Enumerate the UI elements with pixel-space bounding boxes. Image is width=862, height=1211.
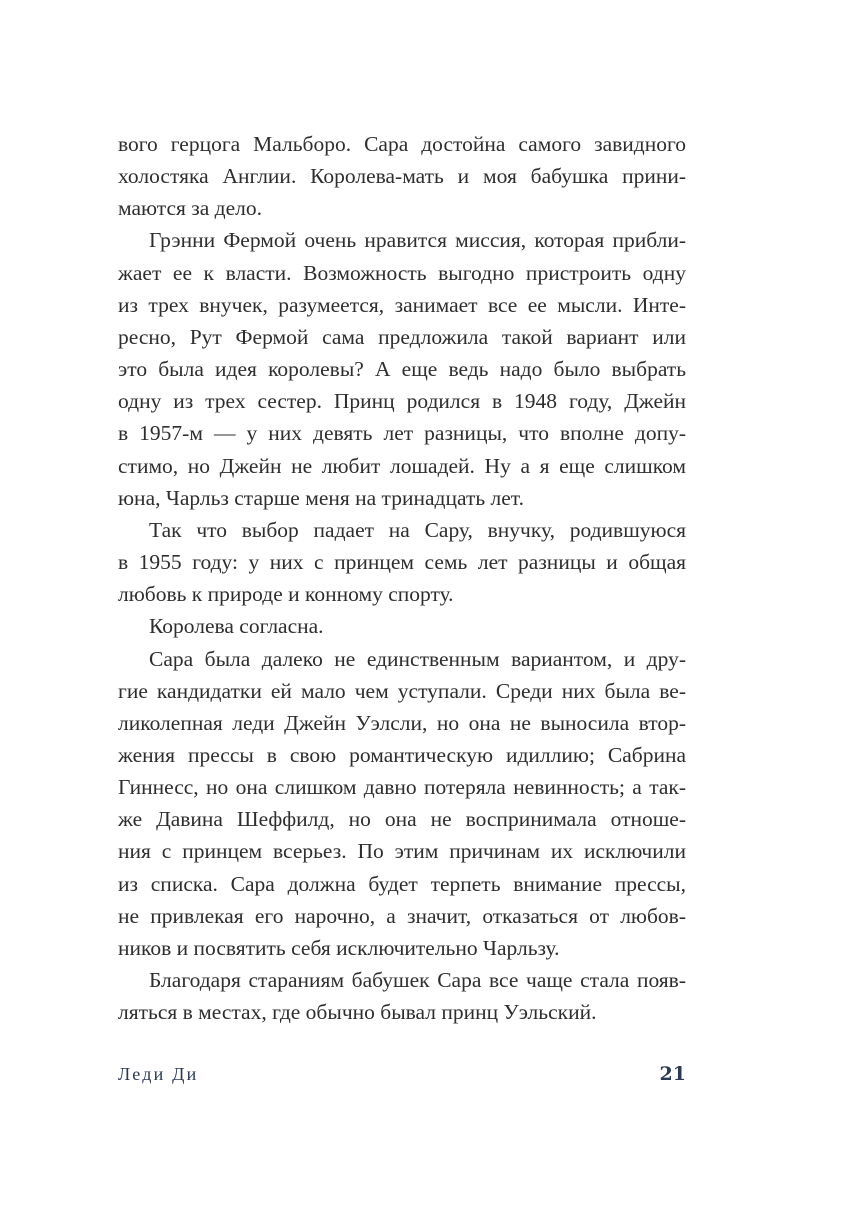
body-text bbox=[118, 128, 686, 1028]
paragraph-5 bbox=[118, 643, 686, 965]
text-line: же Давина Шеффилд, но она не воспринимала отноше- bbox=[118, 807, 686, 832]
text-line: Гиннесс, но она слишком давно потеряла невинность; а так- bbox=[118, 775, 686, 800]
paragraph-3 bbox=[118, 514, 686, 610]
text-line: Грэнни Фермой очень нравится миссия, которая прибли- bbox=[149, 228, 686, 253]
paragraph-6 bbox=[118, 964, 686, 1028]
text-line: ния с принцем всерьез. По этим причинам их исключили bbox=[118, 839, 686, 864]
text-line: в 1955 году: у них с принцем семь лет разницы и общая bbox=[118, 550, 686, 575]
text-line: любовь к природе и конному спорту. bbox=[118, 582, 454, 607]
text-line: холостяка Англии. Королева-мать и моя бабушка прини- bbox=[118, 164, 686, 189]
text-line: юна, Чарльз старше меня на тринадцать лет. bbox=[118, 485, 524, 510]
text-line: в 1957-м — у них девять лет разницы, что вполне допу- bbox=[118, 421, 686, 446]
text-line: Благодаря стараниям бабушек Сара все чаще стала появ- bbox=[149, 968, 686, 993]
text-line: стимо, но Джейн не любит лошадей. Ну а я еще слишком bbox=[118, 453, 686, 478]
text-line: одну из трех сестер. Принц родился в 1948 году, Джейн bbox=[118, 389, 686, 414]
text-line: из трех внучек, разумеется, занимает все ее мысли. Инте- bbox=[118, 292, 686, 317]
text-line: ляться в местах, где обычно бывал принц Уэльский. bbox=[118, 1000, 597, 1025]
text-line: не привлекая его нарочно, а значит, отказаться от любов- bbox=[118, 903, 686, 928]
text-line: Сара была далеко не единственным вариантом, и дру- bbox=[149, 646, 686, 671]
text-line: жает ее к власти. Возможность выгодно пристроить одну bbox=[118, 260, 686, 285]
running-head: Леди Ди bbox=[118, 1064, 199, 1084]
text-line: Королева согласна. bbox=[149, 614, 324, 639]
text-line: это была идея королевы? А еще ведь надо было выбрать bbox=[118, 357, 686, 382]
page-footer bbox=[118, 1064, 686, 1092]
text-line: вого герцога Мальборо. Сара достойна самого завидного bbox=[118, 132, 686, 156]
text-line: ресно, Рут Фермой сама предложила такой вариант или bbox=[118, 324, 686, 349]
text-line: жения прессы в свою романтическую идиллию; Сабрина bbox=[118, 742, 686, 767]
paragraph-4 bbox=[118, 610, 686, 642]
paragraph-1 bbox=[118, 128, 686, 224]
text-line: из списка. Сара должна будет терпеть внимание прессы, bbox=[118, 871, 686, 896]
text-line: ликолепная леди Джейн Уэлсли, но она не выносила втор- bbox=[118, 710, 686, 735]
text-line: маются за дело. bbox=[118, 196, 262, 221]
paragraph-2 bbox=[118, 224, 686, 513]
text-line: Так что выбор падает на Сару, внучку, родившуюся bbox=[149, 517, 686, 542]
text-line: ников и посвятить себя исключительно Чарльзу. bbox=[118, 935, 560, 960]
text-line: гие кандидатки ей мало чем уступали. Среди них была ве- bbox=[118, 678, 686, 703]
page-number: 21 bbox=[659, 1063, 686, 1085]
